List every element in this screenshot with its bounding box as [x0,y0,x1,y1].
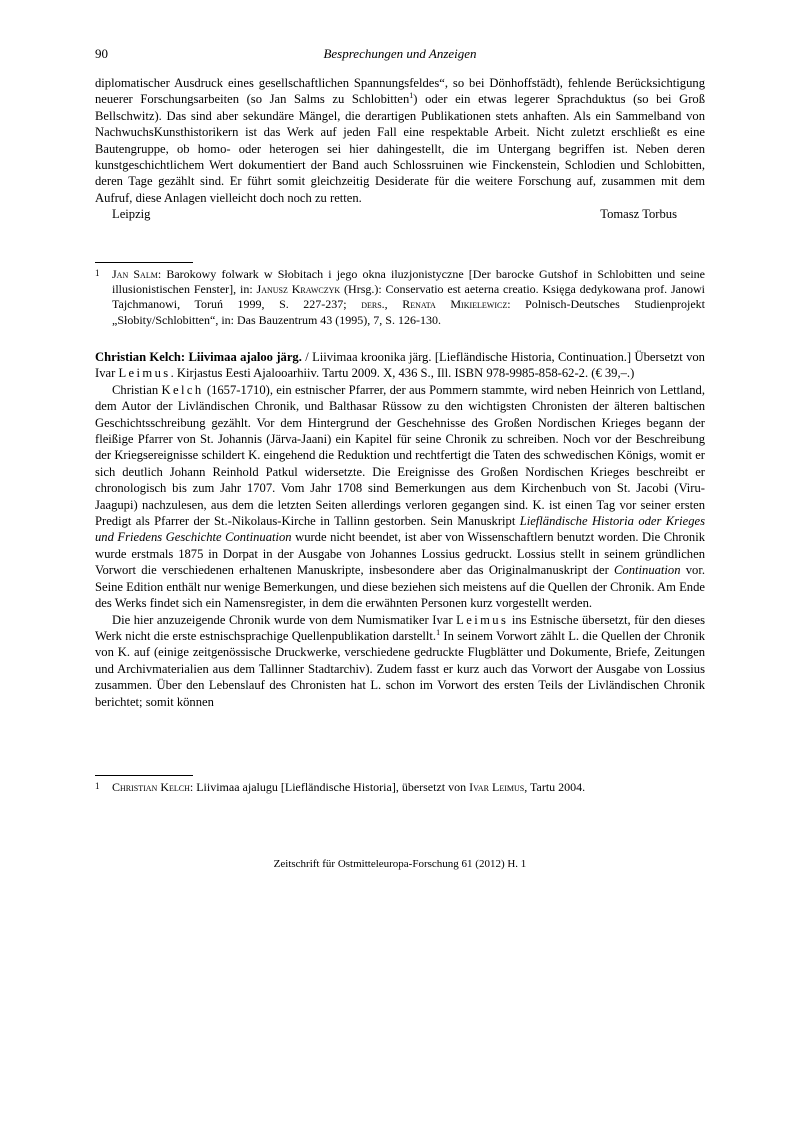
review-1-paragraph: diplomatischer Ausdruck eines gesellschaftlichen Spannungsfeldes“, so bei Dönhoffstädt), fehlende Berücksichtigung neuerer Forschungsarbeiten (so Jan Salms zu Schlobitten$^1$) oder ein etwas legerer Sprachduktus (so bei Groß Bellschwitz). Das sind aber sekundäre Mängel, die derartigen Publikationen stets anhaften. Als ein Sammelband von NachwuchsKunsthistorikern ist das Werk auf jeden Fall eine respektable Arbeit. Nicht zuletzt erschließt es eine Bautengruppe, ob homo- oder heterogen sei hier dahingestellt, die im Untergang begriffen ist. Neben deren kunstgeschichtlichem Wert dokumentiert der Band auch Schlossruinen wie Finckenstein, Schlodien und Schlobitten, deren Tage gezählt sind. Er führt somit gleichzeitig Desiderate für die weitere Forschung auf, zusammen mit dem Aufruf, diese Anlagen vielleicht doch noch zu retten. [95,76,705,205]
footnote-reference: 1 [409,91,414,101]
journal-footer: Zeitschrift für Ostmitteleuropa-Forschung 61 (2012) H. 1 [273,858,527,870]
running-header [95,46,705,66]
footnote-reference: 1 [436,627,441,637]
page-number: 90 [95,46,108,61]
footnote-text: Christian Kelch: Liivimaa ajalugu [Liefländische Historia], übersetzt von Ivar Leimus, Tartu 2004. [112,780,586,794]
footnote-mark: 1 [95,268,100,278]
footnote-rule-1 [95,262,705,263]
footnote-rule-2 [95,775,705,776]
review-2-body [95,349,705,710]
review-2-paragraph-2: Die hier anzuzeigende Chronik wurde von dem Numismatiker Ivar Leimus ins Estnische übersetzt, für den dieses Werk nicht die erste estnischsprachige Quellenpublikation darstellt.$^1$ In seinem Vorwort zählt L. die Quellen der Chronik von K. auf (einige zeitgenössische Druckwerke, verschiedene gedruckte Flugblätter und Dokumente, Briefe, Zeitungen und Archivmaterialien aus dem Tallinner Stadtarchiv). Zudem fasst er kurz auch das Vorwort der Ausgabe von Lossius zusammen. Über den Lebenslauf des Chronisten hat L. schon im Vorwort des ersten Teils der Livländischen Chronik berichtet; somit können [95,612,705,709]
footnote-2 [95,780,705,795]
footnote-1 [95,267,705,328]
running-title: Besprechungen und Anzeigen [323,46,477,61]
review-2-title: Christian Kelch: Liivimaa ajaloo järg. [95,350,302,364]
reviewer-name: Tomasz Torbus [600,207,677,222]
review-2-paragraph-1: Christian Kelch (1657-1710), ein estnischer Pfarrer, der aus Pommern stammte, wird neben Heinrich von Lettland, dem Autor der Livländischen Chronik, und Balthasar Rüssow zu den wichtigsten Chronisten der älteren baltischen Geschichtsschreibung gezählt. Vor dem Hintergrund der Geschehnisse des Großen Nordischen Krieges begann der fleißige Pfarrer von St. Johannis (Järva-Jaani) ein Kapitel für seine Chronik zu schreiben. Noch vor der Beschreibung der Kriegsereignisse schildert K. eingehend die Reduktion und rechtfertigt die Taten des schwedischen Königs, womit er sich deutlich Johann Reinhold Patkul widersetzte. Die Ereignisse des Großen Nordischen Krieges beschreibt er chronologisch bis zum Jahr 1707. Vom Jahr 1708 sind Bemerkungen aus dem Kirchenbuch von St. Jacobi (Viru-Jaagupi) nachzulesen, aus dem die letzten Seiten allerdings verloren gegangen sind. K. ist einen Tag vor seiner ersten Predigt als Pfarrer der St.-Nikolaus-Kirche in Tallinn gestorben. Sein Manuskript Liefländische Historia oder Krieges und Friedens Geschichte Continuation wurde nicht beendet, ist aber von Wissenschaftlern benutzt worden. Die Chronik wurde erstmals 1875 in Dorpat in der Ausgabe von Johannes Lossius gedruckt. Lossius stellt in seinem gründlichen Vorwort die verschiedenen erhaltenen Manuskripte, insbesondere aber das Originalmanuskript der Continuation vor. Seine Edition enthält nur wenige Bemerkungen, und diese beziehen sich meistens auf die Quellen der Chronik. Am Ende des Werks findet sich ein Namensregister, in dem die erwähnten Personen kurz vorgestellt werden. [95,382,705,611]
review-2-bibliography: Christian Kelch: Liivimaa ajaloo järg. / Liivimaa kroonika järg. [Liefländische Historia, Continuation.] Übersetzt von Ivar Leimus. Kirjastus Eesti Ajalooarhiiv. Tartu 2009. X, 436 S., Ill. ISBN 978-9985-858-62-2. (€ 39,–.) [95,350,705,381]
footnote-mark: 1 [95,781,100,791]
review-1-body [95,75,705,223]
footnote-separator [95,775,193,776]
footnote-text: Jan Salm: Barokowy folwark w Słobitach i jego okna iluzjonistyczne [Der barocke Gutshof in Schlobitten und seine illusionistischen Fenster], in: Janusz Krawczyk (Hrsg.): Conservatio est aeterna creatio. Księga dedykowana prof. Janowi Tajchmanowi, Toruń 1999, S. 227-237; ders., Renata Mikielewicz: Polnisch-Deutsches Studienprojekt „Słobity/Schlobitten“, in: Das Bauzentrum 43 (1995), 7, S. 126-130. [112,267,705,327]
review-1-signature [95,206,705,222]
footnote-separator [95,262,193,263]
review-place: Leipzig [112,207,151,222]
